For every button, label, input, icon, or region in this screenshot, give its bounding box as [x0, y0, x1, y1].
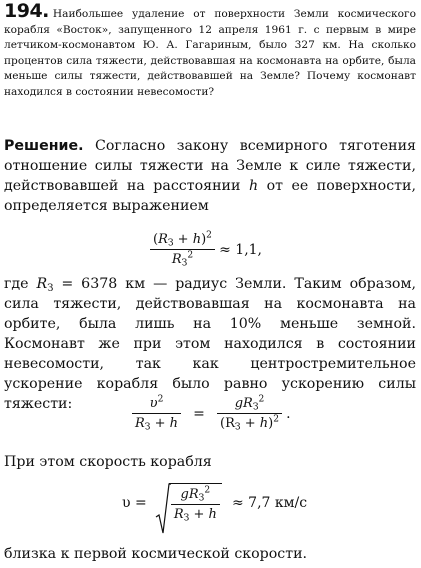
formula-result: ≈ 1,1,	[219, 241, 263, 258]
fraction-denominator: $R_З^2$	[171, 250, 194, 269]
velocity-lhs: υ =	[122, 494, 147, 511]
equals-sign: =	[193, 405, 205, 422]
solution-text-1a: Согласно закону всемирного тяготения отношение силы тяжести на Земле к силе тяжести, действовавшей на расстоянии	[4, 138, 416, 194]
problem-statement	[4, 0, 416, 101]
fraction	[150, 232, 215, 267]
velocity-result: ≈ 7,7 км/с	[232, 494, 308, 511]
problem-text: Наибольшее удаление от поверхности Земли космического корабля «Восток», запущенного 12 апреля 1961 г. с первым в мире летчиком-космонавтом Ю. А. Гагариным, было 327 км. На сколько процентов сила тяжести, действовавшая на космонавта на орбите, была меньше силы тяжести, действовавшей на Земле? Почему космонавт находился в состоянии невесомости?	[4, 8, 416, 98]
formula-acceleration	[132, 396, 291, 431]
formula-velocity	[122, 483, 307, 522]
var-h: h	[248, 178, 259, 194]
solution-text-1b: от ее поверхности, определяется выражением	[4, 178, 416, 214]
square-root	[155, 483, 222, 522]
solution-paragraph-4	[4, 544, 416, 564]
solution-label: Решение.	[4, 138, 84, 154]
fraction-right: $\frac{gR_З^2}{(R_З + h)^2}$	[217, 396, 282, 431]
fraction-left: $\frac{\upsilon^2}{R_З + h}$	[132, 396, 181, 431]
solution-paragraph-3	[4, 452, 416, 472]
solution-text-3: При этом скорость корабля	[4, 454, 212, 470]
var-R-sub: З	[47, 282, 54, 294]
radical-sign-icon	[155, 483, 171, 535]
solution-paragraph-1	[4, 136, 416, 216]
var-R: R	[36, 276, 48, 292]
solution-text-2b: = 6378 км — радиус Земли. Таким образом, сила тяжести, действовавшая на космонавта на орбите, была лишь на 10% меньше земной. Космонавт же при этом находился в состоянии невесомости, так как центростремительное ускорение корабля было равно ускорению силы тяжести:	[4, 276, 417, 412]
formula-end: .	[286, 405, 291, 422]
fraction-numerator: $(R_З + h)^2$	[150, 232, 215, 250]
solution-paragraph-2	[4, 274, 416, 414]
formula-gravity-ratio	[150, 232, 262, 267]
problem-number: 194.	[4, 0, 49, 22]
solution-text-4: близка к первой космической скорости.	[4, 546, 308, 562]
solution-text-2a: где	[4, 276, 29, 292]
radicand-fraction: $\frac{gR_З^2}{R_З + h}$	[171, 487, 220, 522]
